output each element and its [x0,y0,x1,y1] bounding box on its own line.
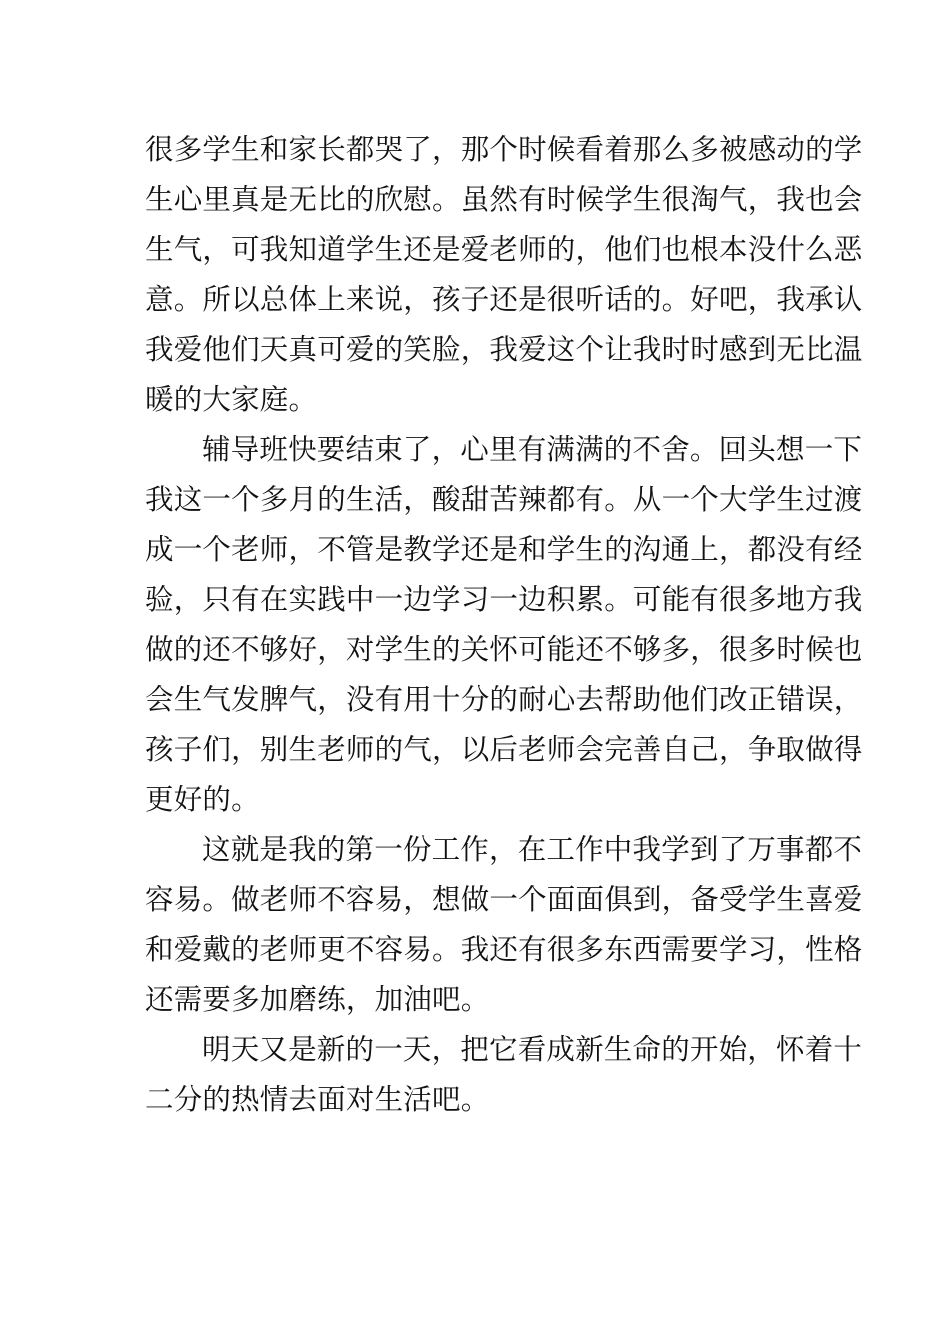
text-line: 明天又是新的一天，把它看成新生命的开始，怀着十 [202,1033,863,1066]
paragraph-4 [145,1025,863,1125]
text-line: 我这一个多月的生活，酸甜苦辣都有。从一个大学生过渡 [145,483,863,516]
text-line: 更好的。 [145,783,260,816]
text-line: 做的还不够好，对学生的关怀可能还不够多，很多时候也 [145,633,863,666]
text-line: 暖的大家庭。 [145,383,318,416]
paragraph-2 [145,425,863,825]
text-line: 和爱戴的老师更不容易。我还有很多东西需要学习，性格 [145,933,863,966]
text-line: 容易。做老师不容易，想做一个面面俱到，备受学生喜爱 [145,883,863,916]
text-line: 孩子们，别生老师的气，以后老师会完善自己，争取做得 [145,733,863,766]
text-line: 这就是我的第一份工作，在工作中我学到了万事都不 [202,833,863,866]
text-line: 还需要多加磨练，加油吧。 [145,983,490,1016]
document-body [145,125,863,1125]
text-line: 我爱他们天真可爱的笑脸，我爱这个让我时时感到无比温 [145,333,863,366]
text-line: 会生气发脾气，没有用十分的耐心去帮助他们改正错误， [145,683,863,716]
text-line: 二分的热情去面对生活吧。 [145,1083,490,1116]
text-line: 成一个老师，不管是教学还是和学生的沟通上，都没有经 [145,533,863,566]
text-line: 辅导班快要结束了，心里有满满的不舍。回头想一下 [202,433,863,466]
text-line: 意。所以总体上来说，孩子还是很听话的。好吧，我承认 [145,283,863,316]
text-line: 生气，可我知道学生还是爱老师的，他们也根本没什么恶 [145,233,863,266]
paragraph-1 [145,125,863,425]
paragraph-3 [145,825,863,1025]
text-line: 验，只有在实践中一边学习一边积累。可能有很多地方我 [145,583,863,616]
text-line: 生心里真是无比的欣慰。虽然有时候学生很淘气，我也会 [145,183,863,216]
text-line: 很多学生和家长都哭了，那个时候看着那么多被感动的学 [145,133,863,166]
